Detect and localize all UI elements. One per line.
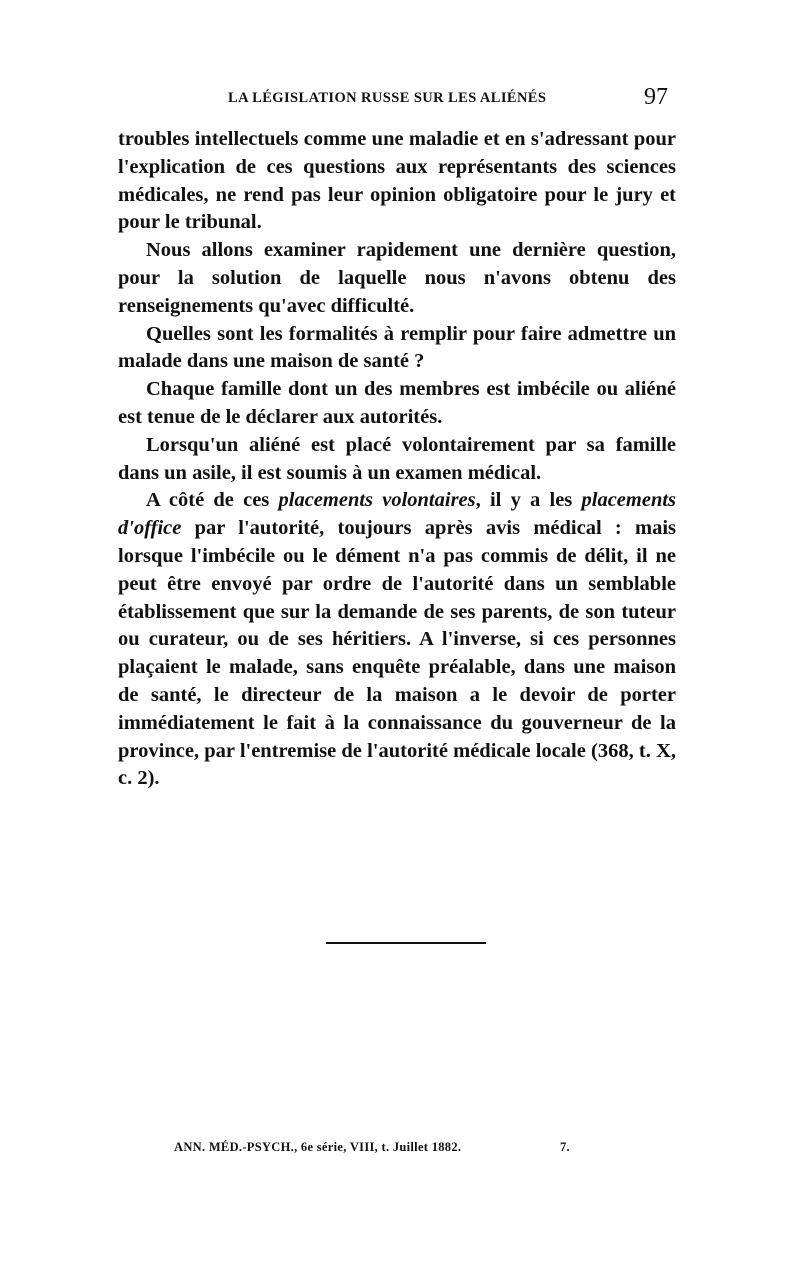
page-header <box>118 86 676 120</box>
italic-text: placements volontaires <box>278 489 476 512</box>
paragraph <box>118 126 676 237</box>
text-run: Quelles sont les formalités à remplir pour faire admettre un malade dans une maison de santé ? <box>118 322 676 373</box>
italic-text: placements d'office <box>118 489 677 540</box>
page-number: 97 <box>644 84 668 110</box>
text-run: Nous allons examiner rapidement une dernière question, pour la solution de laquelle nous n'avons obtenu des renseignements qu'avec difficulté. <box>118 239 676 317</box>
signature-mark: 7. <box>560 1140 570 1154</box>
text-run: par l'autorité, toujours après avis médical : mais lorsque l'imbécile ou le dément n'a pas commis de délit, il ne peut être envoyé par ordre de l'autorité dans un semblable établissement que sur la demande de ses parents, de son tuteur ou curateur, ou de ses héritiers. A l'inverse, si ces personnes plaçaient le malade, sans enquête préalable, dans une maison de santé, le directeur de la maison a le devoir de porter immédiatement le fait à la connaissance du gouverneur de la province, par l'entremise de l'autorité médicale locale (368, t. X, c. 2). <box>118 517 676 790</box>
text-run: troubles intellectuels comme une maladie et en s'adressant pour l'explication de ces questions aux représentants des sciences médicales, ne rend pas leur opinion obligatoire pour le jury et pour le tribunal. <box>118 128 676 234</box>
paragraph <box>118 487 676 793</box>
text-run: A côté de ces <box>146 489 279 512</box>
paragraph <box>118 376 676 432</box>
paragraph <box>118 321 676 377</box>
footer-divider <box>326 942 486 944</box>
journal-citation: ANN. MÉD.-PSYCH., 6e série, VIII, t. Juillet 1882. <box>174 1140 462 1154</box>
body-text <box>118 126 676 793</box>
running-title: LA LÉGISLATION RUSSE SUR LES ALIÉNÉS <box>228 90 547 106</box>
text-run: , il y a les <box>475 489 582 512</box>
book-page <box>118 86 676 793</box>
text-run: Chaque famille dont un des membres est imbécile ou aliéné est tenue de le déclarer aux autorités. <box>118 378 676 428</box>
text-run: Lorsqu'un aliéné est placé volontairement par sa famille dans un asile, il est soumis à un examen médical. <box>118 433 676 484</box>
paragraph <box>118 432 676 488</box>
paragraph <box>118 237 676 320</box>
